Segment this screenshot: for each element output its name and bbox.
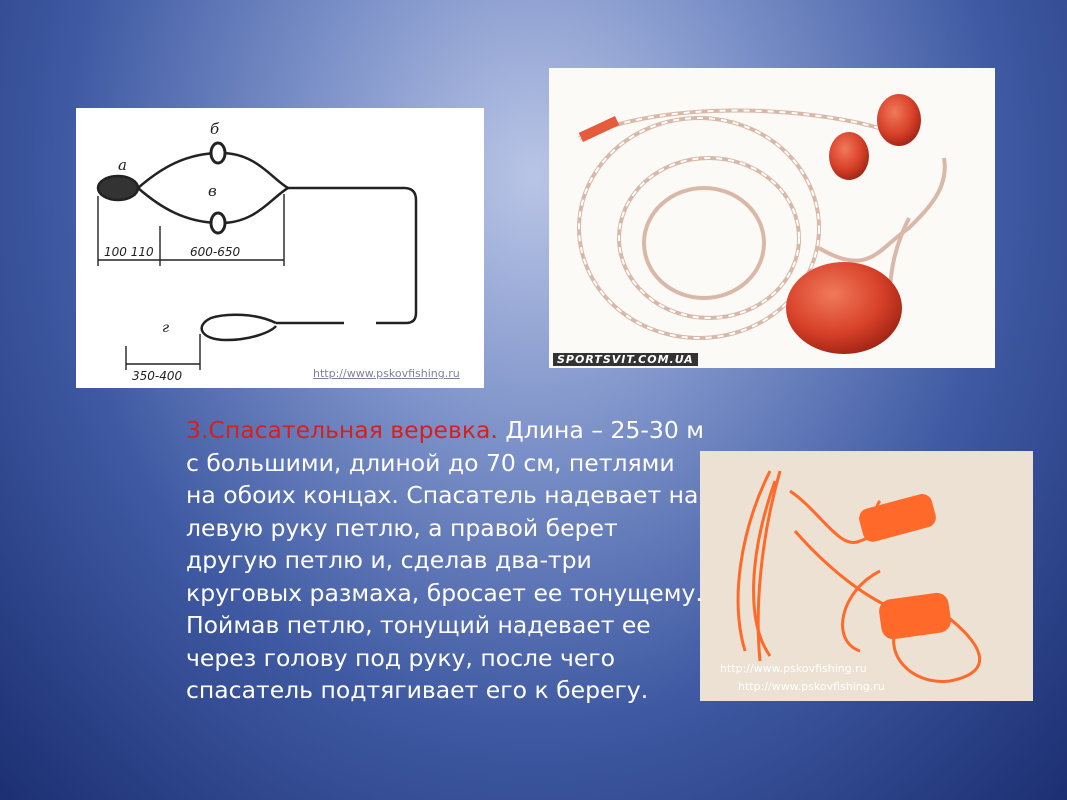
- sinker-shape: [98, 176, 138, 200]
- diagram-label-v: в: [208, 182, 217, 200]
- diagram-label-a: а: [118, 156, 127, 174]
- diagram-dim-3: 350-400: [132, 369, 183, 383]
- lower-float-shape: [211, 213, 225, 233]
- rope-diagram-drawing: [76, 108, 484, 388]
- section-heading: 3.Спасательная веревка.: [186, 416, 498, 444]
- photo-credit-1: http://www.pskovfishing.ru: [720, 662, 867, 675]
- orange-rope-photo: [700, 451, 1033, 701]
- rope-floats-drawing: [549, 68, 995, 368]
- diagram-label-b: б: [210, 120, 220, 138]
- diagram-dim-2: 600-650: [190, 245, 241, 259]
- diagram-dim-1: 100 110: [104, 245, 154, 259]
- upper-float-shape: [211, 143, 225, 163]
- rope-floats-photo: [549, 68, 995, 368]
- red-float-middle: [829, 132, 869, 180]
- photo-credit-2: http://www.pskovfishing.ru: [738, 680, 885, 693]
- end-loop-line: [202, 315, 276, 340]
- description-text: Длина – 25-30 м с большими, длиной до 70 см, петлями на обоих концах. Спасатель надевает на левую руку петлю, а правой берет другую петлю и, сделав два-три круговых размаха, бросает ее тонущему. Поймав петлю, тонущий надевает ее через голову под руку, после чего спасатель подтягивает его к берегу.: [186, 416, 704, 704]
- rope-diagram-image: [76, 108, 484, 388]
- diagram-label-g: г: [162, 320, 170, 336]
- red-float-large: [786, 262, 902, 354]
- red-float-top: [877, 94, 921, 146]
- rope-end-tag: [579, 116, 619, 142]
- diagram-credit-link[interactable]: http://www.pskovfishing.ru: [313, 367, 460, 380]
- rope-line: [288, 188, 416, 323]
- sportsvit-watermark: SPORTSVIT.COM.UA: [553, 353, 698, 366]
- rescue-rope-description: [186, 414, 706, 707]
